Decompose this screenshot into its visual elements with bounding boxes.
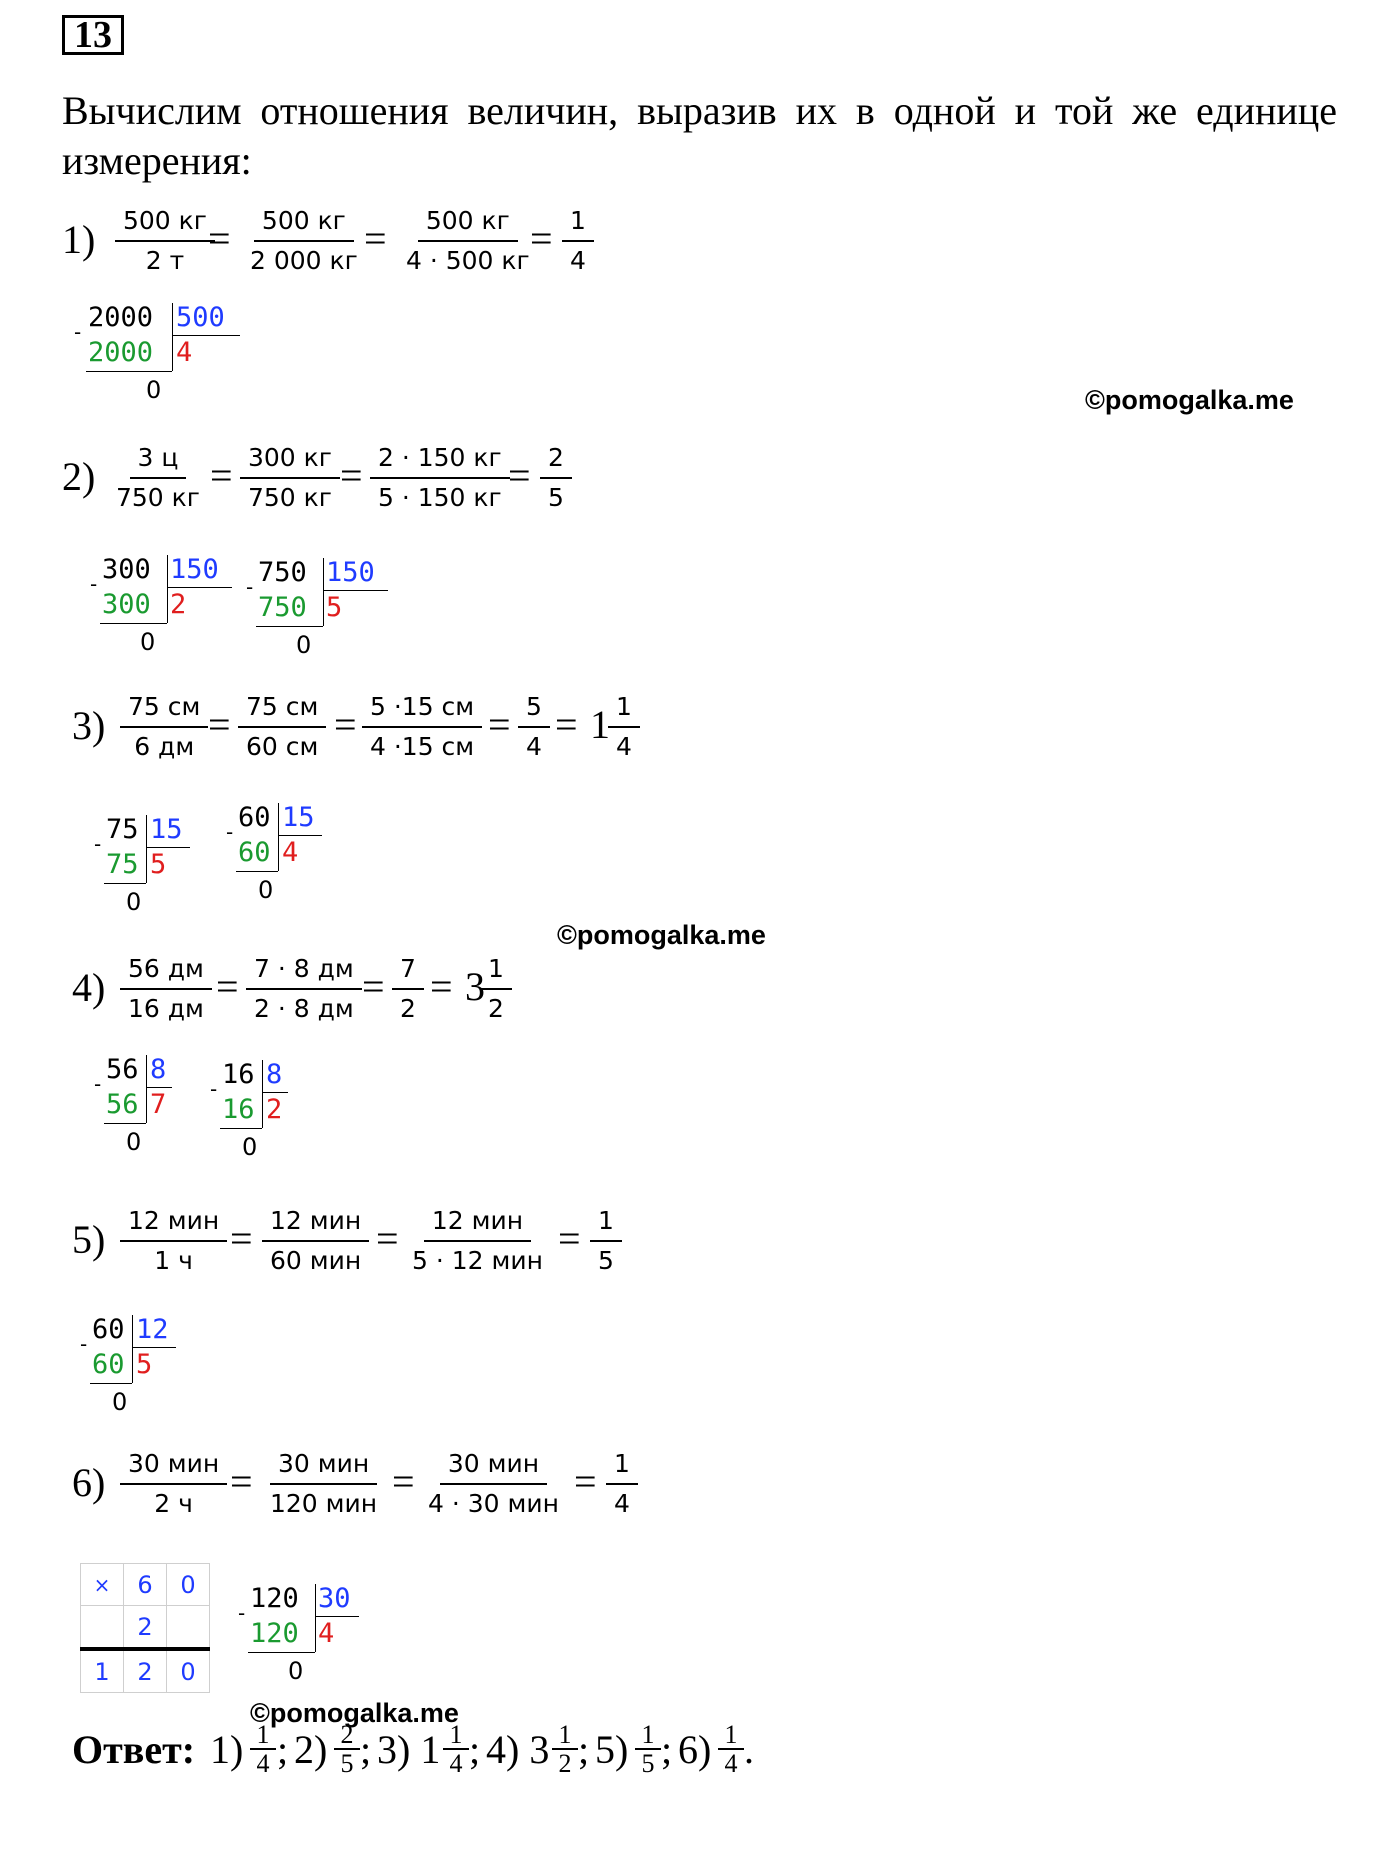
- digit: 0: [167, 1564, 210, 1606]
- item-label-6: 6): [72, 1460, 106, 1505]
- answer-fraction-4: 1 2: [552, 1721, 578, 1777]
- fraction: 30 мин 4 · 30 мин: [428, 1449, 559, 1518]
- equals-sign: =: [208, 702, 231, 747]
- digit: 2: [124, 1606, 167, 1650]
- fraction: 2 · 150 кг 5 · 150 кг: [370, 442, 510, 514]
- equals-sign: =: [555, 702, 578, 747]
- fraction: $\frac{5}{4}$: [518, 691, 550, 763]
- item-label-3: 3): [72, 703, 106, 748]
- watermark: ©pomogalka.me: [557, 920, 766, 950]
- fraction: $\frac{1}{4}$: [562, 205, 594, 277]
- fraction: 7 · 8 дм 2 · 8 дм: [246, 953, 362, 1025]
- answer-fraction-6: 1 4: [718, 1721, 744, 1777]
- fraction: $\frac{1}{4}$: [608, 691, 640, 763]
- intro-text: Вычислим отношения величин, выразив их в одной и той же единице измерения:: [62, 88, 1337, 183]
- mixed-whole: 3: [465, 964, 485, 1009]
- equals-sign: =: [230, 1216, 253, 1261]
- fraction: $\frac{1}{2}$: [480, 953, 512, 1025]
- fraction: 500 кг 2 000 кг: [250, 206, 358, 275]
- equals-sign: =: [530, 216, 553, 261]
- digit: 0: [167, 1649, 210, 1693]
- mixed-whole: 1: [590, 702, 610, 747]
- item-label-5: 5): [72, 1217, 106, 1262]
- digit: 1: [81, 1649, 124, 1693]
- watermark: ©pomogalka.me: [250, 1698, 459, 1728]
- item-label-1: 1): [62, 217, 96, 262]
- fraction: 12 мин 1 ч: [120, 1205, 227, 1277]
- fraction: 12 мин 5 · 12 мин: [412, 1206, 543, 1275]
- fraction: 300 кг 750 кг: [240, 442, 340, 514]
- fraction: $\frac{2}{5}$: [540, 442, 572, 514]
- fraction: $\frac{7}{2}$: [392, 953, 424, 1025]
- task-number: 13: [62, 15, 124, 55]
- item-label-2: 2): [62, 454, 96, 499]
- equals-sign: =: [558, 1216, 581, 1261]
- fraction: $\frac{1}{5}$: [590, 1205, 622, 1277]
- multiply-sign: ×: [81, 1564, 124, 1606]
- fraction: 500 кг 2 т: [115, 205, 215, 277]
- item-label-4: 4): [72, 965, 106, 1010]
- fraction: 5 ·15 см 4 ·15 см: [362, 691, 482, 763]
- fraction: 3 ц 750 кг: [116, 443, 200, 512]
- equals-sign: =: [574, 1459, 597, 1504]
- digit: 6: [124, 1564, 167, 1606]
- equals-sign: =: [488, 702, 511, 747]
- answer-fraction-1: 1 4: [250, 1721, 276, 1777]
- digit: 2: [124, 1649, 167, 1693]
- answer-fraction-3: 1 4: [443, 1721, 469, 1777]
- equals-sign: =: [508, 453, 531, 498]
- fraction: 30 мин 120 мин: [270, 1449, 378, 1518]
- fraction: 56 дм 16 дм: [120, 953, 212, 1025]
- equals-sign: =: [376, 1216, 399, 1261]
- watermark: ©pomogalka.me: [1085, 385, 1294, 415]
- fraction: 75 см 6 дм: [120, 691, 208, 763]
- answer-fraction-2: 2 5: [334, 1721, 360, 1777]
- equals-sign: =: [334, 702, 357, 747]
- fraction: $\frac{1}{4}$: [606, 1448, 638, 1520]
- answer-fraction-5: 1 5: [635, 1721, 661, 1777]
- answer-label: Ответ:: [72, 1727, 196, 1772]
- equals-sign: =: [392, 1459, 415, 1504]
- equals-sign: =: [430, 964, 453, 1009]
- equals-sign: =: [230, 1459, 253, 1504]
- equals-sign: =: [210, 453, 233, 498]
- fraction: 75 см 60 см: [238, 691, 326, 763]
- multiplication-table: [80, 1563, 210, 1693]
- equals-sign: =: [340, 453, 363, 498]
- equals-sign: =: [216, 964, 239, 1009]
- fraction: 12 мин 60 мин: [262, 1205, 369, 1277]
- equals-sign: =: [364, 216, 387, 261]
- fraction: 500 кг 4 · 500 кг: [406, 206, 530, 275]
- equals-sign: =: [362, 964, 385, 1009]
- equals-sign: =: [208, 216, 231, 261]
- fraction: 30 мин 2 ч: [120, 1448, 227, 1520]
